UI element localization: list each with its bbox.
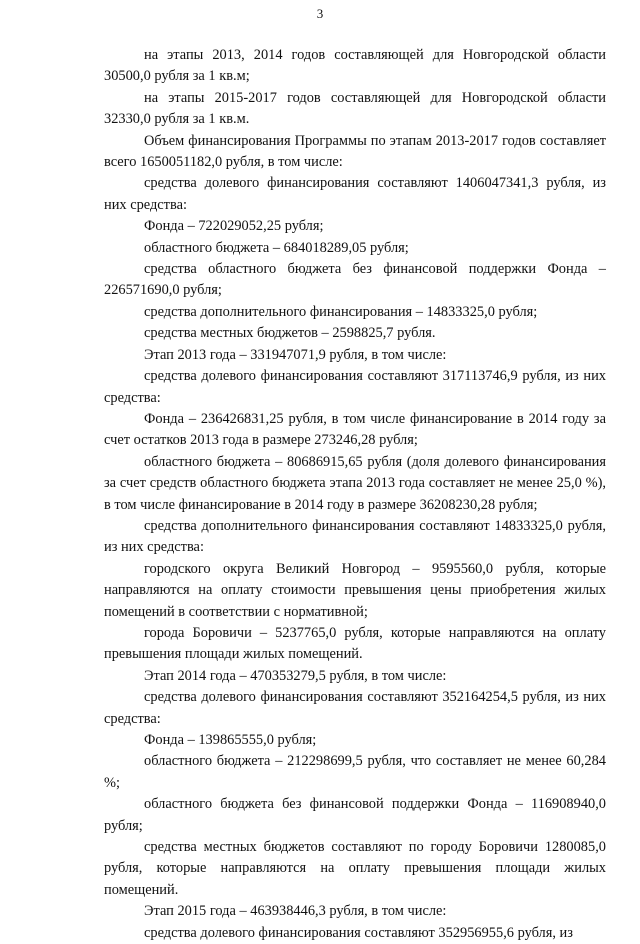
document-body	[104, 45, 606, 944]
paragraph: областного бюджета без финансовой поддержки Фонда – 116908940,0 рубля;	[104, 796, 606, 834]
paragraph: городского округа Великий Новгород – 9595560,0 рубля, которые направляются на оплату стоимости превышения цены приобретения жилых помещений в соответствии с нормативной;	[104, 560, 606, 620]
paragraph: средства дополнительного финансирования составляют 14833325,0 рубля, из них средства:	[104, 517, 606, 556]
paragraph: Этап 2013 года – 331947071,9 рубля, в том числе:	[144, 346, 447, 363]
paragraph: Фонда – 722029052,25 рубля;	[144, 218, 324, 235]
paragraph: Фонда – 236426831,25 рубля, в том числе финансирование в 2014 году за счет остатков 2013 года в размере 273246,28 рубля;	[104, 410, 606, 449]
paragraph: на этапы 2013, 2014 годов составляющей для Новгородской области 30500,0 рубля за 1 кв.м;	[104, 47, 606, 85]
paragraph: областного бюджета – 80686915,65 рубля (доля долевого финансирования за счет средств областного бюджета этапа 2013 года составляет не менее 25,0 %), в том числе финансирование в 2014 году в размере 36208230,28 рубля;	[104, 453, 606, 513]
paragraph: Объем финансирования Программы по этапам 2013-2017 годов составляет всего 1650051182,0 рубля, в том числе:	[104, 132, 606, 171]
paragraph: средства местных бюджетов – 2598825,7 рубля.	[144, 325, 436, 342]
paragraph: средства дополнительного финансирования – 14833325,0 рубля;	[144, 303, 538, 320]
paragraph: города Боровичи – 5237765,0 рубля, которые направляются на оплату превышения площади жилых помещений.	[104, 624, 606, 663]
paragraph: на этапы 2015-2017 годов составляющей для Новгородской области 32330,0 рубля за 1 кв.м.	[104, 89, 606, 128]
page-number: 3	[316, 6, 324, 21]
paragraph: средства долевого финансирования составляют 352164254,5 рубля, из них средства:	[104, 689, 606, 727]
paragraph: средства долевого финансирования составляют 1406047341,3 рубля, из них средства:	[104, 175, 606, 213]
paragraph: средства долевого финансирования составляют 352956955,6 рубля, из	[144, 924, 573, 941]
paragraph: областного бюджета – 684018289,05 рубля;	[144, 239, 409, 256]
paragraph: Этап 2014 года – 470353279,5 рубля, в том числе:	[144, 667, 447, 684]
paragraph: Этап 2015 года – 463938446,3 рубля, в том числе:	[144, 903, 447, 920]
paragraph: областного бюджета – 212298699,5 рубля, что составляет не менее 60,284 %;	[104, 753, 606, 791]
paragraph: средства местных бюджетов составляют по городу Боровичи 1280085,0 рубля, которые направляются на оплату превышения площади жилых помещений.	[104, 839, 606, 898]
paragraph: средства областного бюджета без финансовой поддержки Фонда – 226571690,0 рубля;	[104, 261, 606, 299]
paragraph: Фонда – 139865555,0 рубля;	[144, 732, 317, 748]
paragraph: средства долевого финансирования составляют 317113746,9 рубля, из них средства:	[104, 368, 606, 406]
